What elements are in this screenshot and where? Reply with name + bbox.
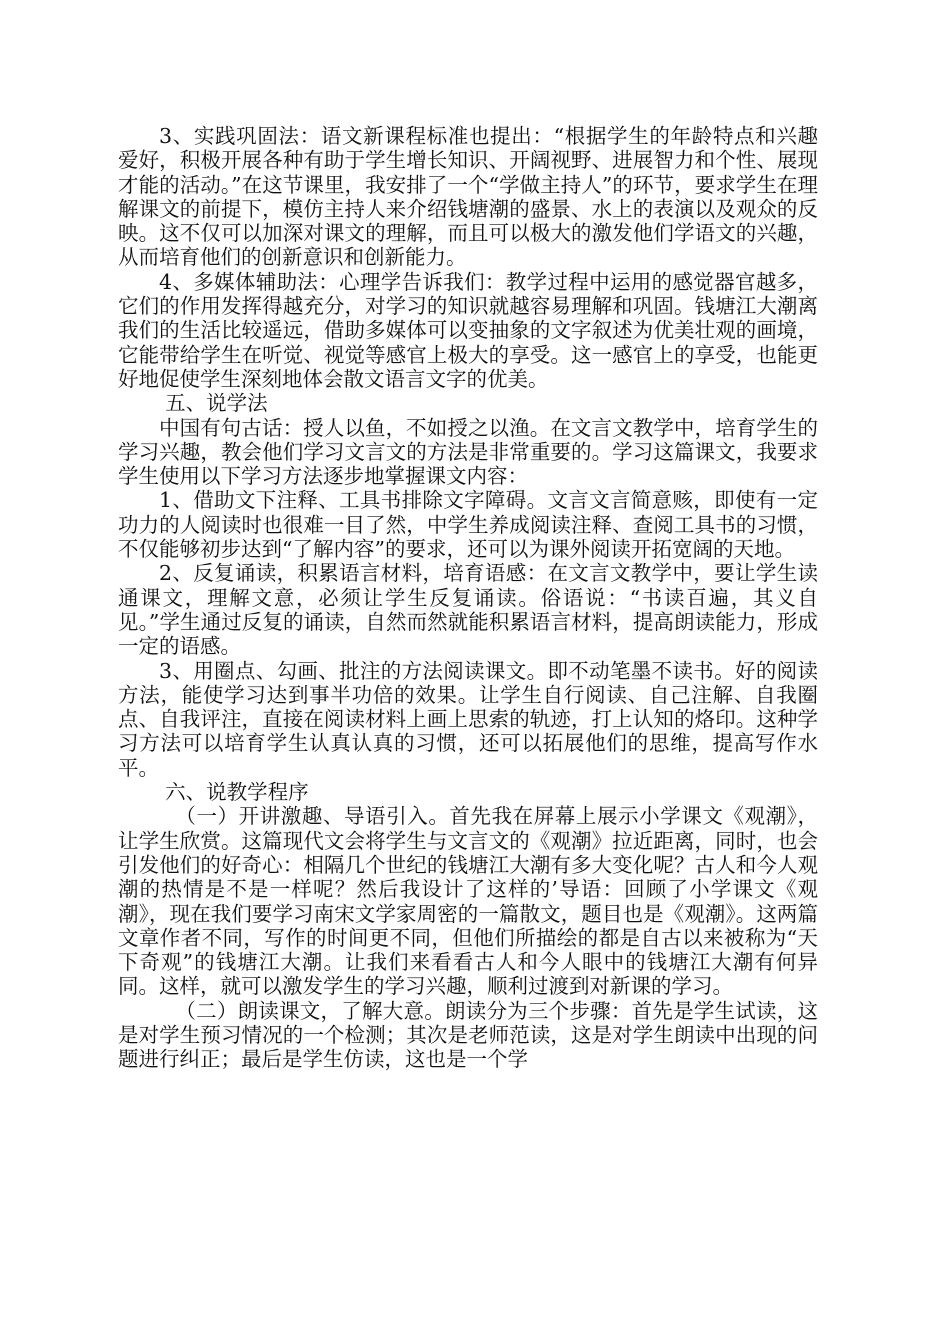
section-heading-teaching-procedure: 六、说教学程序 <box>165 780 309 805</box>
paragraph-study-intro: 中国有句古话：授人以鱼，不如授之以渔。在文言文教学中，培育学生的学习兴趣，教会他们学习文言文的方法是非常重要的。学习这篇课文，我要求学生使用以下学习方法逐步地掌握课文内容： <box>118 415 818 489</box>
paragraph-recitation-method: 2、反复诵读，积累语言材料，培育语感：在文言文教学中，要让学生读通课文，理解文意，必须让学生反复诵读。俗语说：“书读百遍，其义自见。”学生通过反复的诵读，自然而然就能积累语言材料，提高朗读能力，形成一定的语感。 <box>118 561 818 659</box>
paragraph-reading-step: （二）朗读课文，了解大意。朗读分为三个步骤：首先是学生试读，这是对学生预习情况的一个检测；其次是老师范读，这是对学生朗读中出现的问题进行纠正；最后是学生仿读，这也是一个学 <box>118 998 818 1072</box>
paragraph-multimedia-method: 4、多媒体辅助法：心理学告诉我们：教学过程中运用的感觉器官越多，它们的作用发挥得越充分，对学习的知识就越容易理解和巩固。钱塘江大潮离我们的生活比较遥远，借助多媒体可以变抽象的文字叙述为优美壮观的画境，它能带给学生在听觉、视觉等感官上极大的享受。这一感官上的享受，也能更好地促使学生深刻地体会散文语言文字的优美。 <box>118 269 818 391</box>
section-heading-study-method: 五、说学法 <box>165 391 268 416</box>
paragraph-annotation-method: 1、借助文下注释、工具书排除文字障碍。文言文言简意赅，即使有一定功力的人阅读时也很难一目了然，中学生养成阅读注释、查阅工具书的习惯，不仅能够初步达到“了解内容”的要求，还可以为课外阅读开拓宽阔的天地。 <box>118 488 818 562</box>
paragraph-practice-method: 3、实践巩固法：语文新课程标准也提出：“根据学生的年龄特点和兴趣爱好，积极开展各种有助于学生增长知识、开阔视野、进展智力和个性、展现才能的活动。”在这节课里，我安排了一个“学做主持人”的环节，要求学生在理解课文的前提下，模仿主持人来介绍钱塘潮的盛景、水上的表演以及观众的反映。这不仅可以加深对课文的理解，而且可以极大的激发他们学语文的兴趣，从而培育他们的创新意识和创新能力。 <box>118 124 818 270</box>
document-body <box>118 124 818 1072</box>
paragraph-intro-step: （一）开讲激趣、导语引入。首先我在屏幕上展示小学课文《观潮》，让学生欣赏。这篇现代文会将学生与文言文的《观潮》拉近距离，同时，也会引发他们的好奇心：相隔几个世纪的钱塘江大潮有多大变化呢？古人和今人观潮的热情是不是一样呢？然后我设计了这样的’导语：回顾了小学课文《观潮》，现在我们要学习南宋文学家周密的一篇散文，题目也是《观潮》。这两篇文章作者不同，写作的时间更不同，但他们所描绘的都是自古以来被称为“天下奇观”的钱塘江大潮。让我们来看看古人和今人眼中的钱塘江大潮有何异同。这样，就可以激发学生的学习兴趣，顺利过渡到对新课的学习。 <box>118 804 818 999</box>
paragraph-marking-method: 3、用圈点、勾画、批注的方法阅读课文。即不动笔墨不读书。好的阅读方法，能使学习达到事半功倍的效果。让学生自行阅读、自己注解、自我圈点、自我评注，直接在阅读材料上画上思索的轨迹，打上认知的烙印。这种学习方法可以培育学生认真认真的习惯，还可以拓展他们的思维，提高写作水平。 <box>118 658 818 780</box>
